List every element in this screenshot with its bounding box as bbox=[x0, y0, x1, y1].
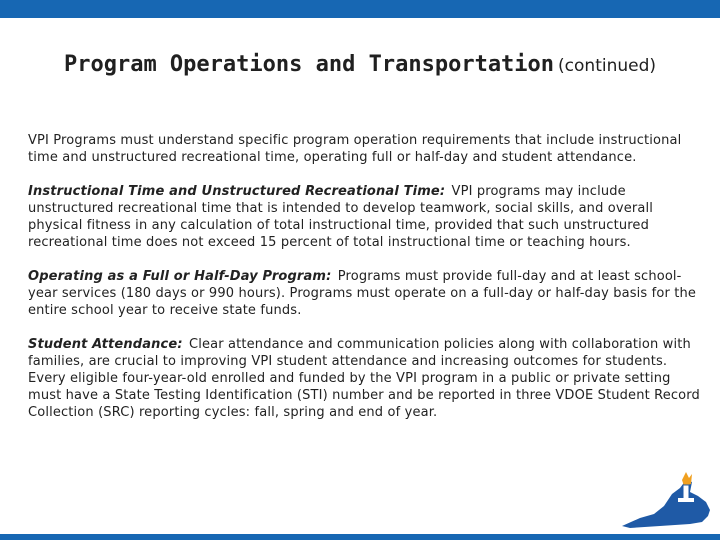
section-instructional-time bbox=[28, 183, 700, 251]
intro-paragraph: VPI Programs must understand specific program operation requirements that include instructional time and unstructured recreational time, operating full or half-day and student attendance. bbox=[28, 133, 682, 165]
virginia-state-shape bbox=[622, 480, 710, 528]
torch-base bbox=[678, 498, 694, 502]
virginia-torch-logo-icon bbox=[620, 472, 712, 530]
torch-flame bbox=[682, 472, 692, 486]
top-banner bbox=[0, 0, 720, 18]
section-student-attendance bbox=[28, 336, 700, 421]
section-text: Clear attendance and communication policies along with collaboration with families, are crucial to improving VPI student attendance and increasing outcomes for students. Every eligible four-year-old enrolled and funded by the VPI program in a public or private setting must have a State Testing Identification (STI) number and be reported in three VDOE Student Record Collection (SRC) reporting cycles: fall, spring and end of year. bbox=[28, 337, 700, 420]
title-sub: (continued) bbox=[558, 56, 657, 76]
slide-title bbox=[0, 52, 720, 77]
section-heading: Operating as a Full or Half-Day Program: bbox=[28, 269, 332, 284]
bottom-banner bbox=[0, 534, 720, 540]
section-full-half-day bbox=[28, 268, 700, 319]
section-heading: Instructional Time and Unstructured Recreational Time: bbox=[28, 184, 446, 199]
torch-handle bbox=[683, 485, 689, 499]
slide-body bbox=[28, 132, 700, 438]
section-heading: Student Attendance: bbox=[28, 337, 183, 352]
title-main: Program Operations and Transportation bbox=[63, 52, 555, 77]
section-text: VPI programs may include unstructured recreational time that is intended to develop teamwork, social skills, and overall physical fitness in any calculation of total instructional time, provided that such unstructured recreational time does not exceed 15 percent of total instructional time or teaching hours. bbox=[28, 184, 653, 250]
section-text: Programs must provide full-day and at least school-year services (180 days or 990 hours). Programs must operate on a full-day or half-day basis for the entire school year to receive state funds. bbox=[28, 269, 697, 318]
